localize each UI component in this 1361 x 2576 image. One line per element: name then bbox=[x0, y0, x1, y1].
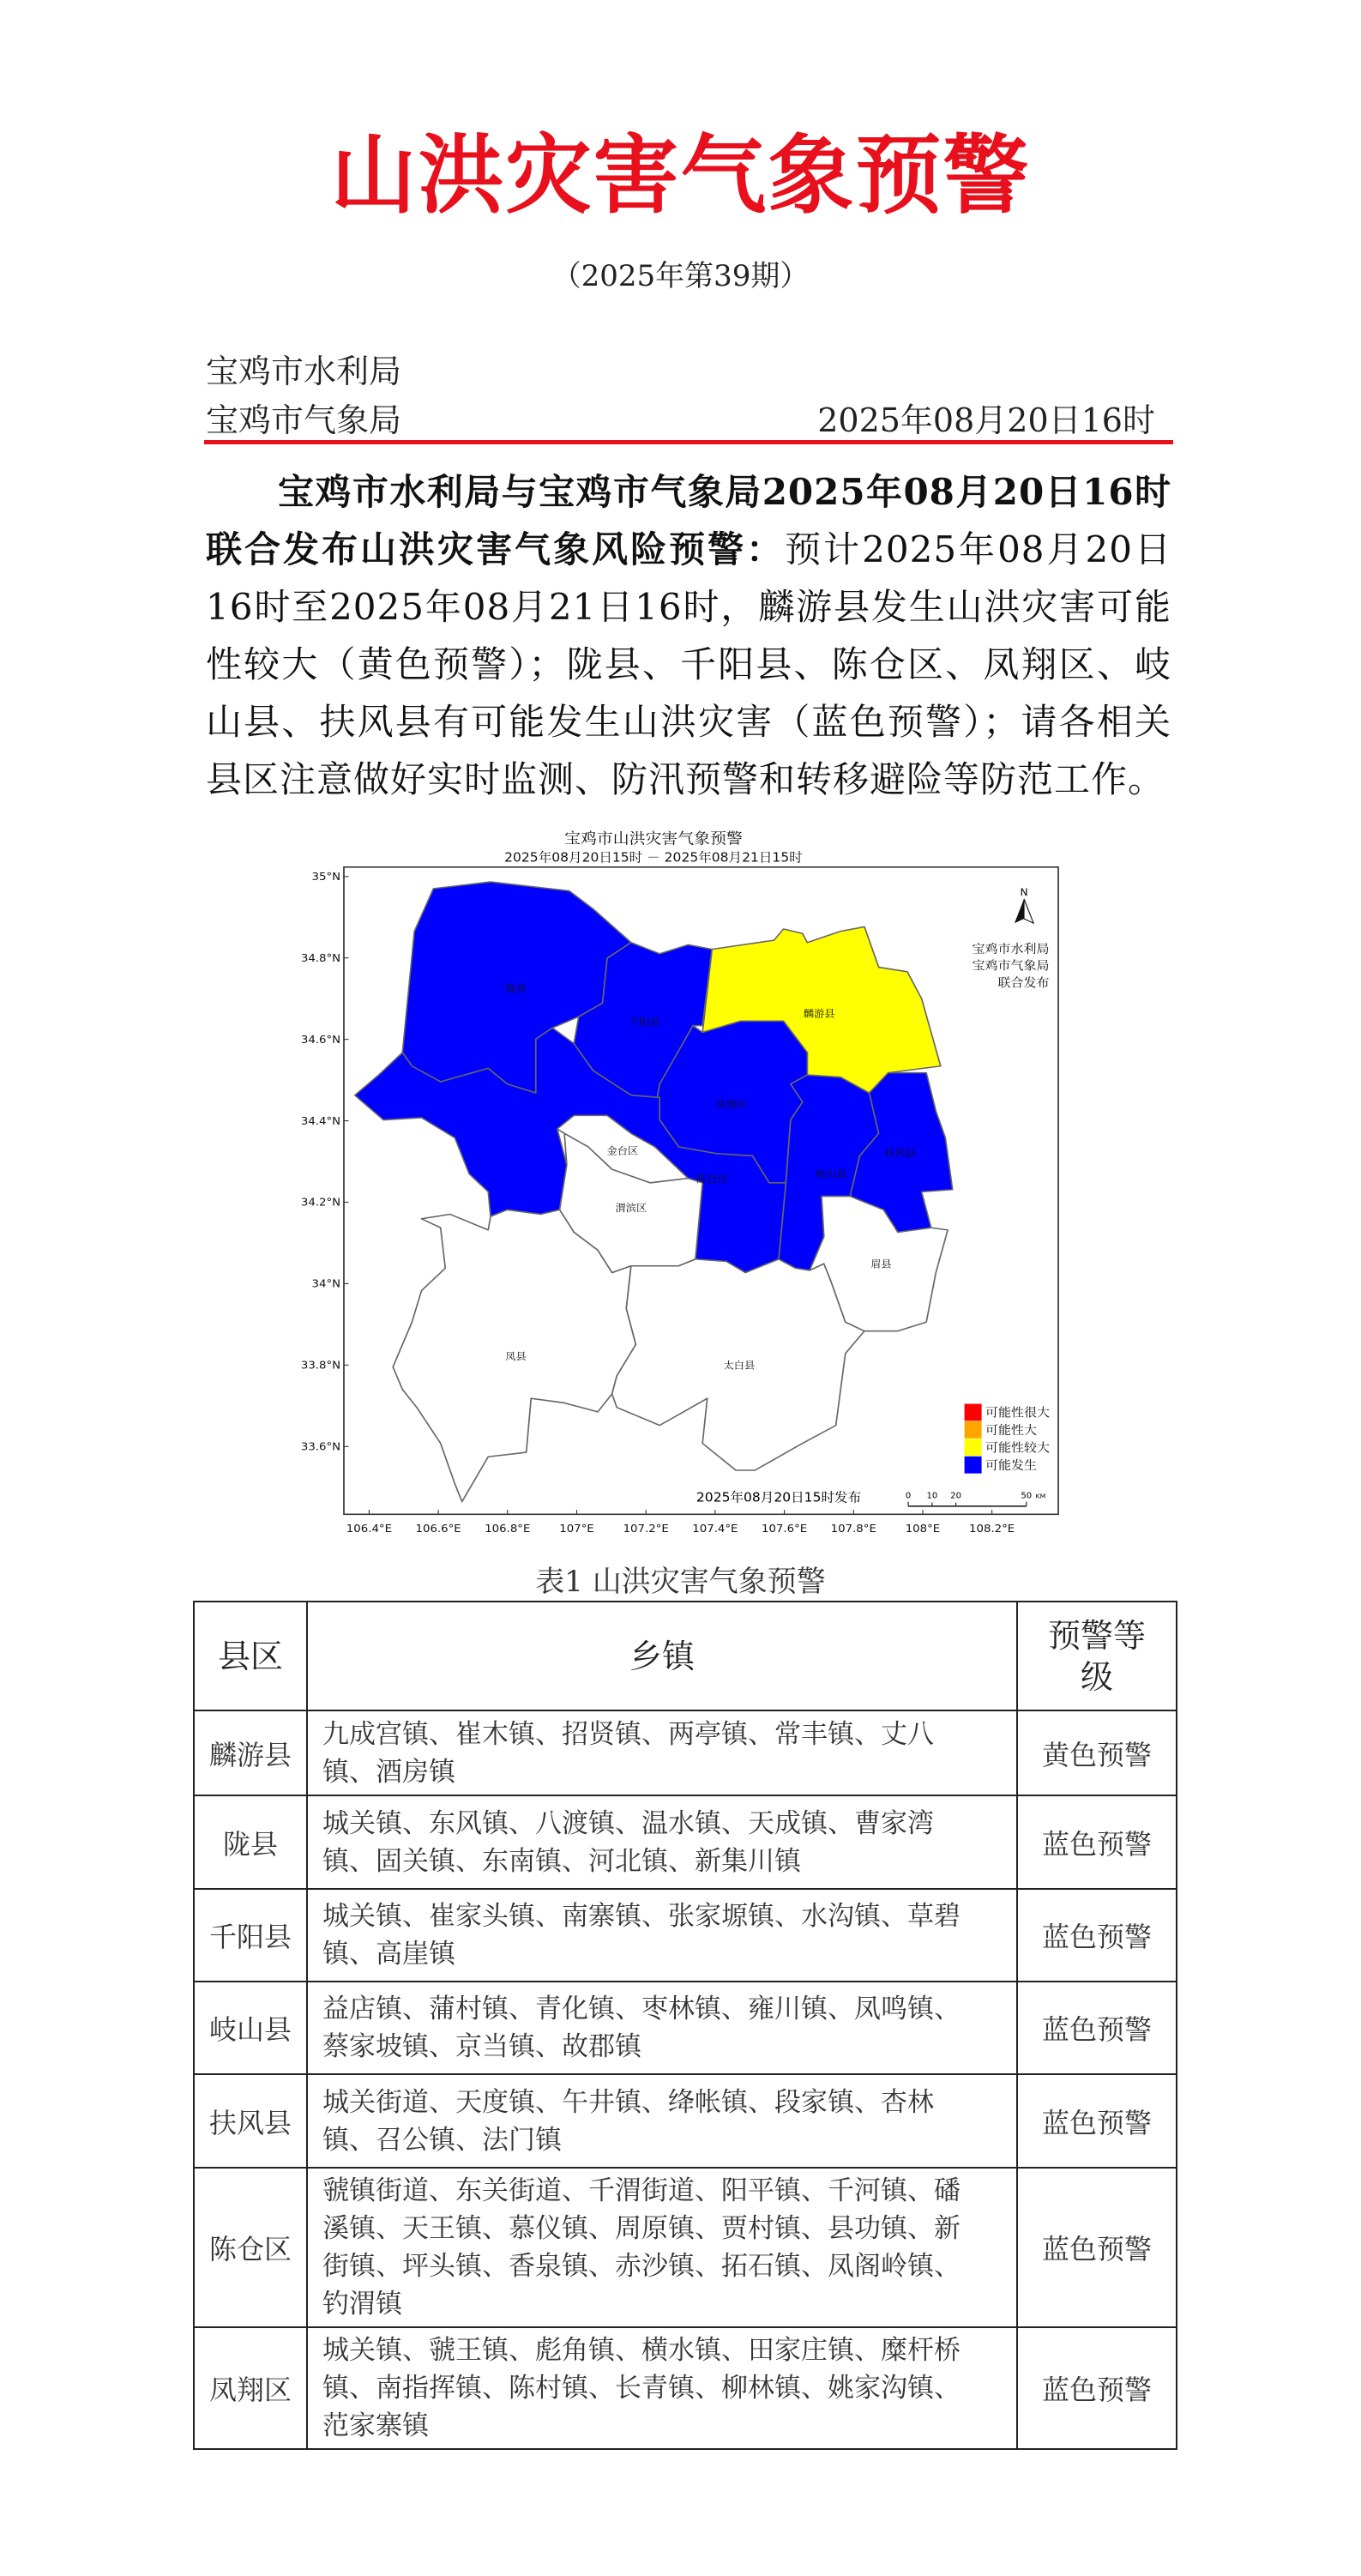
svg-text:20: 20 bbox=[950, 1491, 961, 1501]
warning-paragraph bbox=[206, 463, 1171, 808]
legend-swatch bbox=[965, 1403, 982, 1421]
level-cell: 蓝色预警 bbox=[1017, 1982, 1177, 2074]
towns-cell: 城关镇、东风镇、八渡镇、温水镇、天成镇、曹家湾镇、固关镇、东南镇、河北镇、新集川镇 bbox=[307, 1795, 1017, 1889]
level-cell: 蓝色预警 bbox=[1017, 1795, 1177, 1889]
region-label: 凤县 bbox=[505, 1350, 527, 1363]
issue-date: 2025年08月20日16时 bbox=[817, 401, 1155, 439]
warning-lead: 宝鸡市水利局与宝鸡市气象局2025年08月20日16时联合发布山洪灾害气象风险预警： bbox=[206, 471, 1171, 570]
map-release-time: 2025年08月20日15时发布 bbox=[696, 1490, 862, 1505]
lat-tick-label: 34.6°N bbox=[300, 1034, 341, 1047]
table-row bbox=[194, 2074, 1177, 2168]
county-cell: 陇县 bbox=[194, 1795, 307, 1889]
table-row bbox=[194, 1710, 1177, 1795]
lon-tick-label: 106.6°E bbox=[415, 1523, 461, 1536]
red-divider bbox=[204, 440, 1173, 444]
header-towns: 乡镇 bbox=[307, 1602, 1017, 1710]
issue-number: （2025年第39期） bbox=[551, 259, 810, 293]
map-publisher-1: 宝鸡市水利局 bbox=[972, 942, 1050, 956]
level-cell: 蓝色预警 bbox=[1017, 2168, 1177, 2327]
region-label: 眉县 bbox=[870, 1258, 892, 1270]
region-label: 扶风县 bbox=[884, 1147, 916, 1159]
header-level: 预警等级 bbox=[1017, 1602, 1177, 1710]
table-header-row bbox=[194, 1602, 1177, 1710]
towns-cell: 九成宫镇、崔木镇、招贤镇、两亭镇、常丰镇、丈八镇、酒房镇 bbox=[307, 1710, 1017, 1795]
towns-cell: 虢镇街道、东关街道、千渭街道、阳平镇、千河镇、磻溪镇、天王镇、慕仪镇、周原镇、贾村镇、县功镇、新街镇、坪头镇、香泉镇、赤沙镇、拓石镇、凤阁岭镇、钓渭镇 bbox=[307, 2168, 1017, 2327]
warning-text: 预计2025年08月20日16时至2025年08月21日16时，麟游县发生山洪灾害可能性较大（黄色预警）；陇县、千阳县、陈仓区、凤翔区、岐山县、扶风县有可能发生山洪灾害（蓝色预警）；请各相关县区注意做好实时监测、防汛预警和转移避险等防范工作。 bbox=[206, 528, 1171, 800]
level-cell: 蓝色预警 bbox=[1017, 2074, 1177, 2168]
region-label: 渭滨区 bbox=[615, 1202, 647, 1214]
region-label: 金台区 bbox=[606, 1144, 639, 1157]
region-label: 太白县 bbox=[723, 1359, 756, 1372]
county-cell: 麟游县 bbox=[194, 1710, 307, 1795]
table-row bbox=[194, 1795, 1177, 1889]
map-title: 宝鸡市山洪灾害气象预警 bbox=[564, 830, 743, 848]
lon-tick-label: 106.4°E bbox=[346, 1523, 393, 1536]
legend-swatch bbox=[965, 1457, 982, 1474]
legend-label: 可能性较大 bbox=[985, 1440, 1050, 1456]
table-row bbox=[194, 2327, 1177, 2449]
towns-cell: 城关镇、崔家头镇、南寨镇、张家塬镇、水沟镇、草碧镇、高崖镇 bbox=[307, 1889, 1017, 1982]
county-cell: 凤翔区 bbox=[194, 2327, 307, 2449]
lon-tick-label: 107.8°E bbox=[830, 1523, 876, 1536]
county-cell: 陈仓区 bbox=[194, 2168, 307, 2327]
region-label: 千阳县 bbox=[629, 1016, 660, 1029]
towns-cell: 益店镇、蒲村镇、青化镇、枣林镇、雍川镇、凤鸣镇、蔡家坡镇、京当镇、故郡镇 bbox=[307, 1982, 1017, 2074]
lon-tick-label: 107°E bbox=[559, 1523, 594, 1536]
region-label: 凤翔区 bbox=[715, 1098, 747, 1111]
map-subtitle: 2025年08月20日15时 － 2025年08月21日15时 bbox=[504, 849, 803, 866]
lat-tick-label: 34.8°N bbox=[300, 952, 341, 965]
issuer-water-bureau: 宝鸡市水利局 bbox=[206, 353, 402, 390]
lat-tick-label: 34.4°N bbox=[300, 1115, 341, 1128]
region-label: 麟游县 bbox=[803, 1008, 835, 1020]
svg-text:0: 0 bbox=[905, 1491, 912, 1501]
map-publisher-3: 联合发布 bbox=[997, 975, 1050, 991]
county-cell: 岐山县 bbox=[194, 1982, 307, 2074]
lat-tick-label: 34.2°N bbox=[300, 1197, 341, 1210]
table-caption: 表1 山洪灾害气象预警 bbox=[535, 1565, 826, 1599]
map-publisher-2: 宝鸡市气象局 bbox=[972, 959, 1050, 974]
svg-text:N: N bbox=[1020, 886, 1028, 898]
region-label: 陇县 bbox=[505, 982, 527, 995]
table-row bbox=[194, 2168, 1177, 2327]
county-cell: 千阳县 bbox=[194, 1889, 307, 1982]
warning-table bbox=[193, 1601, 1177, 2450]
lat-tick-label: 33.8°N bbox=[300, 1359, 341, 1372]
level-cell: 黄色预警 bbox=[1017, 1710, 1177, 1795]
county-cell: 扶风县 bbox=[194, 2074, 307, 2168]
svg-text:10: 10 bbox=[926, 1491, 938, 1501]
lon-tick-label: 108°E bbox=[905, 1523, 941, 1536]
lon-tick-label: 106.8°E bbox=[485, 1523, 531, 1536]
legend-label: 可能性很大 bbox=[985, 1406, 1050, 1421]
lon-tick-label: 108.2°E bbox=[969, 1523, 1015, 1536]
towns-cell: 城关街道、天度镇、午井镇、绛帐镇、段家镇、杏林镇、召公镇、法门镇 bbox=[307, 2074, 1017, 2168]
legend-label: 可能性大 bbox=[985, 1423, 1037, 1438]
lon-tick-label: 107.4°E bbox=[692, 1523, 738, 1536]
lon-tick-label: 107.2°E bbox=[623, 1523, 669, 1536]
lat-tick-label: 35°N bbox=[311, 871, 341, 884]
warning-map bbox=[288, 823, 1088, 1547]
region-label: 陈仓区 bbox=[696, 1173, 728, 1185]
region-label: 岐山县 bbox=[815, 1167, 847, 1180]
table-row bbox=[194, 1889, 1177, 1982]
legend-swatch bbox=[965, 1421, 982, 1439]
level-cell: 蓝色预警 bbox=[1017, 1889, 1177, 1982]
legend-label: 可能发生 bbox=[985, 1458, 1037, 1473]
svg-text:50: 50 bbox=[1021, 1491, 1033, 1501]
lat-tick-label: 34°N bbox=[311, 1277, 341, 1291]
issuer-meteorological-bureau: 宝鸡市气象局 bbox=[206, 401, 402, 439]
lon-tick-label: 107.6°E bbox=[761, 1523, 808, 1536]
document-title: 山洪灾害气象预警 bbox=[330, 125, 1031, 226]
legend-swatch bbox=[965, 1439, 982, 1456]
level-cell: 蓝色预警 bbox=[1017, 2327, 1177, 2449]
svg-text:KM: KM bbox=[1035, 1492, 1046, 1500]
lat-tick-label: 33.6°N bbox=[300, 1440, 341, 1454]
towns-cell: 城关镇、虢王镇、彪角镇、横水镇、田家庄镇、糜杆桥镇、南指挥镇、陈村镇、长青镇、柳林镇、姚家沟镇、范家寨镇 bbox=[307, 2327, 1017, 2449]
header-county: 县区 bbox=[194, 1602, 307, 1710]
table-row bbox=[194, 1982, 1177, 2074]
